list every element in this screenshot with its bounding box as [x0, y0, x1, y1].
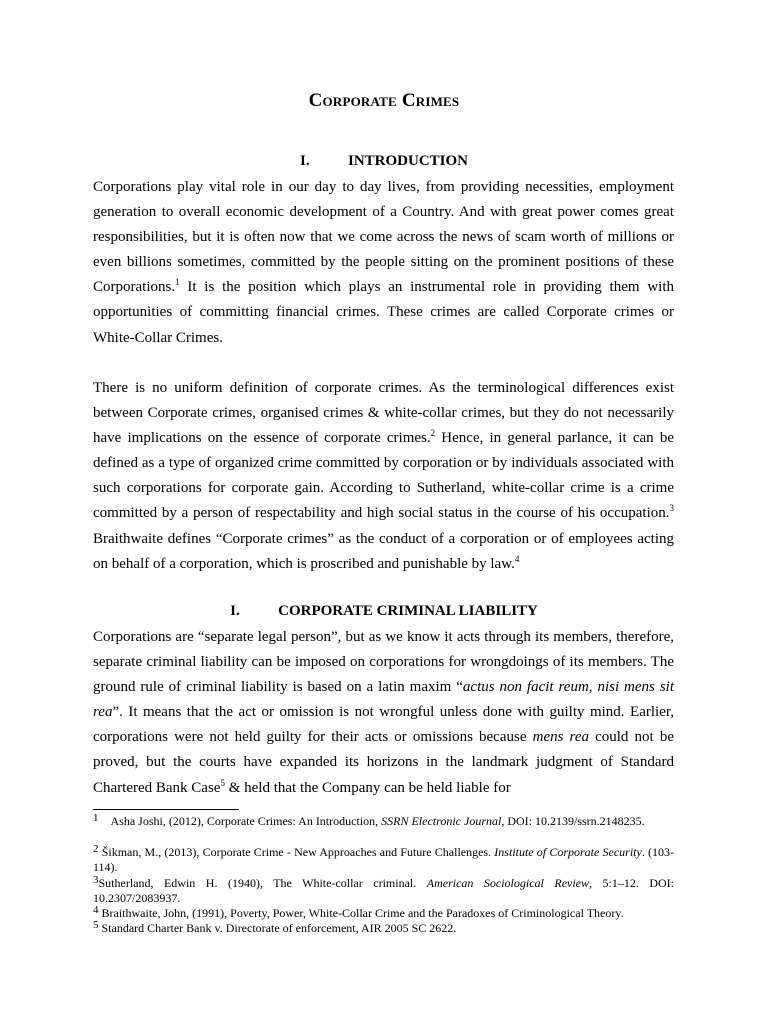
footnote-text: , 5:1–12. DOI: 10.2307/2083937. — [93, 876, 674, 905]
text-run: Braithwaite defines “Corporate crimes” as the conduct of a corporation or of employees acting on behalf of a corporation, which is proscribed and punishable by law. — [93, 530, 674, 572]
latin-term: mens rea — [532, 729, 589, 746]
footnote-text: Sutherland, Edwin H. (1940), The White-collar criminal. — [98, 876, 427, 890]
text-run: ”. It means that the act or omission is not wrongful unless done with guilty mind. Earlier, corporations were not held guilty for their acts or omissions because — [93, 704, 674, 746]
journal-name: Institute of Corporate Security — [494, 845, 642, 859]
footnote-4 — [93, 906, 674, 921]
journal-name: American Sociological Review — [426, 876, 590, 890]
liability-paragraph — [93, 625, 674, 801]
section-heading-liability — [0, 603, 768, 620]
footnote-1 — [93, 814, 674, 829]
text-run: Corporations play vital role in our day to day lives, from providing necessities, employment generation to overall economic development of a Country. And with great power comes great responsibilities, but it is often now that we come across the news of scam worth of millions or even billions sometimes, committed by the people sitting on the prominent positions of these Corporations. — [93, 179, 674, 296]
footnote-ref[interactable]: 1 — [175, 277, 180, 288]
footnote-5 — [93, 921, 674, 936]
text-run: Corporations are “separate legal person”, but as we know it acts through its members, therefore, separate criminal liability can be imposed on corporations for wrongdoings of its members. The ground rule of criminal liability is based on a latin maxim “ — [93, 629, 674, 696]
footnote-text: Standard Charter Bank v. Directorate of enforcement, AIR 2005 SC 2622. — [101, 921, 457, 935]
footnote-mark: 5 — [93, 919, 99, 931]
section-title: CORPORATE CRIMINAL LIABILITY — [278, 603, 538, 619]
footnote-ref[interactable]: 5 — [220, 777, 225, 788]
footnote-text: Braithwaite, John, (1991), Poverty, Power, White-Collar Crime and the Paradoxes of Criminological Theory. — [101, 906, 624, 920]
document-title: Corporate Crimes — [308, 90, 460, 111]
text-run: Hence, in general parlance, it can be defined as a type of organized crime committed by corporation or by individuals associated with such corporations for corporate gain. According to Sutherland, white-collar crime is a crime committed by a person of respectability and high social status in the course of his occupation. — [93, 430, 674, 522]
footnote-ref[interactable]: 3 — [669, 503, 674, 514]
footnote-mark: 4 — [93, 904, 99, 916]
text-run: & held that the Company can be held liable for — [224, 779, 511, 796]
footnote-ref[interactable]: 2 — [430, 428, 436, 439]
intro-paragraph-2 — [93, 376, 674, 577]
footnote-text: Šikman, M., (2013), Corporate Crime - New Approaches and Future Challenges. — [101, 845, 495, 859]
footnote-text: Asha Joshi, (2012), Corporate Crimes: An Introduction, — [110, 814, 382, 828]
footnote-ref[interactable]: 4 — [514, 553, 520, 564]
footnote-text: , DOI: 10.2139/ssrn.2148235. — [501, 814, 645, 828]
text-run: could not be proved, but the courts have expanded its horizons in the landmark judgment of Standard Chartered Bank Case — [93, 729, 674, 796]
section-heading-introduction — [0, 153, 768, 170]
text-run: There is no uniform definition of corporate crimes. As the terminological differences exist between Corporate crimes, organised crimes & white-collar crimes, but they do not necessarily have implications on the essence of corporate crimes. — [93, 380, 674, 447]
footnote-separator — [93, 809, 239, 810]
latin-maxim: actus non facit reum, nisi mens sit rea — [93, 679, 674, 721]
section-number: I. — [230, 603, 240, 619]
journal-name: SSRN Electronic Journal — [381, 814, 502, 828]
footnote-mark: 1 — [93, 812, 99, 824]
footnote-3 — [93, 876, 674, 906]
footnote-text: . (103-114). — [93, 845, 675, 874]
footnote-mark: 2 — [93, 843, 99, 855]
footnote-2 — [93, 845, 674, 875]
footnote-mark: 3 — [93, 874, 99, 886]
intro-paragraph-1 — [93, 175, 674, 351]
text-run: It is the position which plays an instrumental role in providing them with opportunities of committing financial crimes. These crimes are called Corporate crimes or White-Collar Crimes. — [93, 279, 674, 346]
section-title: INTRODUCTION — [347, 153, 468, 169]
section-number: I. — [299, 153, 310, 169]
